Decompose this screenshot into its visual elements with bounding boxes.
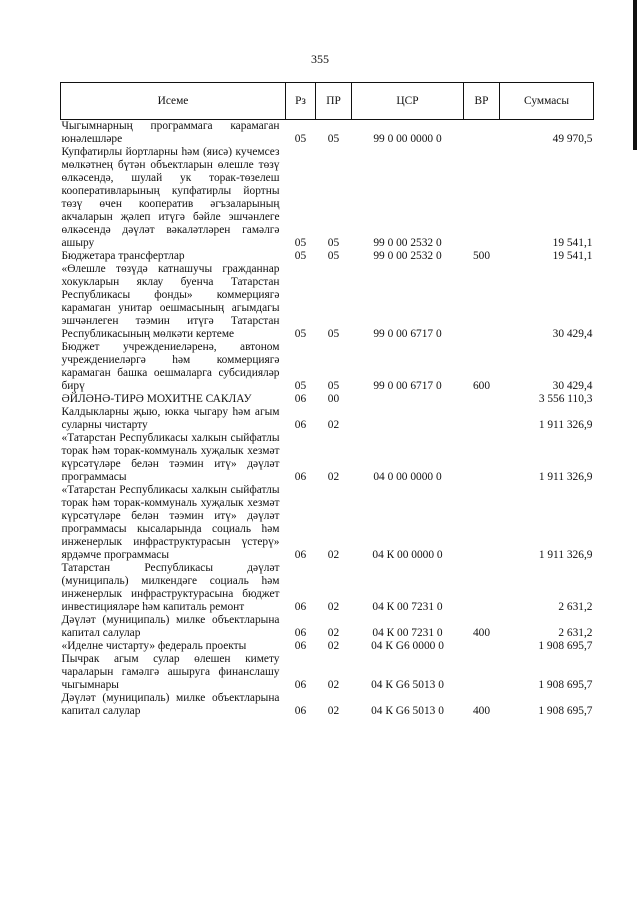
- row-pr: 02: [327, 601, 340, 613]
- row-sum: 2 631,2: [558, 601, 593, 613]
- table-row: [61, 120, 594, 147]
- row-sum: 30 429,4: [552, 380, 593, 392]
- row-vr: [464, 263, 500, 341]
- row-vr: [464, 653, 500, 692]
- row-rz: 05: [294, 133, 307, 145]
- header-sum: Суммасы: [500, 83, 594, 120]
- table-row: [61, 146, 594, 250]
- row-csr: [352, 393, 464, 406]
- row-pr: 02: [327, 419, 340, 431]
- row-pr: 02: [327, 679, 340, 691]
- row-sum: 3 556 110,3: [538, 393, 593, 405]
- row-csr: 99 0 00 0000 0: [373, 133, 442, 145]
- table-row: [61, 263, 594, 341]
- table-row: [61, 562, 594, 614]
- row-vr: [464, 484, 500, 562]
- row-sum: 49 970,5: [552, 133, 593, 145]
- row-pr: 05: [327, 380, 340, 392]
- table-row: [61, 341, 594, 393]
- row-vr: [464, 562, 500, 614]
- row-rz: 05: [294, 237, 307, 249]
- row-csr: [352, 406, 464, 432]
- header-vr: ВР: [464, 83, 500, 120]
- row-name: Дәүләт (муниципаль) милке объектларына капитал салулар: [61, 692, 280, 717]
- row-pr: 05: [327, 133, 340, 145]
- table-row: [61, 484, 594, 562]
- budget-table: [60, 82, 594, 718]
- row-name: Чыгымнарның программага карамаган юнәлешләре: [61, 120, 280, 145]
- row-rz: 06: [294, 679, 307, 691]
- row-name: Татарстан Республикасы дәүләт (муниципаль) милкендәге социаль һәм инженерлык инфраструктурасына бюджет инвестицияләре һәм капиталь ремонт: [61, 562, 280, 613]
- row-rz: 05: [294, 380, 307, 392]
- row-sum: 1 908 695,7: [538, 679, 593, 691]
- row-csr: 04 К 00 7231 0: [372, 601, 443, 613]
- row-vr: [464, 432, 500, 484]
- row-sum: 1 908 695,7: [538, 640, 593, 652]
- row-sum: 1 911 326,9: [538, 419, 593, 431]
- row-rz: 06: [294, 393, 307, 405]
- row-name: Дәүләт (муниципаль) милке объектларына капитал салулар: [61, 614, 280, 639]
- row-sum: 1 911 326,9: [538, 549, 593, 561]
- row-rz: 06: [294, 419, 307, 431]
- row-sum: 1 908 695,7: [538, 705, 593, 717]
- row-rz: 06: [294, 601, 307, 613]
- row-csr: 04 К 00 0000 0: [372, 549, 443, 561]
- row-pr: 05: [327, 237, 340, 249]
- row-csr: 04 К G6 5013 0: [371, 705, 444, 717]
- row-name: Купфатирлы йортларны һәм (яисә) кучемсез мөлкәтнең бүтән объектларын өлешле төзү өлкәсендә, шулай ук торак-төзелеш кооперативларының купфатирлы йортны төзү өчен кооператив әгъзаларының акчаларын җәлеп итүгә бәйле эшчәнлеге өлкәсендә дәүләт вәкаләтләрен гамәлгә ашыру: [61, 146, 280, 249]
- row-vr: [464, 146, 500, 250]
- row-vr: 600: [472, 380, 491, 392]
- table-row: [61, 393, 594, 406]
- row-csr: 99 0 00 6717 0: [373, 328, 442, 340]
- row-name: Пычрак агым сулар өлешен кимету чараларын гамәлгә ашыруга финанслашу чыгымнары: [61, 653, 280, 691]
- table-row: [61, 653, 594, 692]
- row-sum: 1 911 326,9: [538, 471, 593, 483]
- row-pr: 02: [327, 640, 340, 652]
- row-csr: 04 К G6 0000 0: [371, 640, 444, 652]
- header-csr: ЦСР: [352, 83, 464, 120]
- table-header-row: [61, 83, 594, 120]
- row-rz: 06: [294, 705, 307, 717]
- row-sum: 2 631,2: [558, 627, 593, 639]
- row-name: «Өлешле төзүдә катнашучы гражданнар хокукларын яклау буенча Татарстан Республикасы фонды» коммерциягә карамаган унитар оешмасының агымдагы эшчәнлеген тәэмин итүгә Татарстан Республикасының мөлкәти кертеме: [61, 263, 280, 340]
- row-sum: 30 429,4: [552, 328, 593, 340]
- row-csr: 04 0 00 0000 0: [373, 471, 442, 483]
- row-pr: 02: [327, 627, 340, 639]
- page-edge-bar: [633, 0, 637, 150]
- row-csr: 99 0 00 2532 0: [373, 250, 442, 262]
- row-vr: 500: [472, 250, 491, 262]
- row-rz: 06: [294, 627, 307, 639]
- row-rz: 06: [294, 640, 307, 652]
- row-name: ӘЙЛӘНӘ-ТИРӘ МОХИТНЕ САКЛАУ: [61, 393, 252, 405]
- row-csr: 99 0 00 6717 0: [373, 380, 442, 392]
- row-name: Бюджет учреждениеләренә, автоном учреждениеләргә һәм коммерциягә карамаган башка оешмаларга субсидияләр бирү: [61, 341, 280, 392]
- header-name: Исеме: [61, 83, 286, 120]
- header-pr: ПР: [316, 83, 352, 120]
- row-rz: 06: [294, 471, 307, 483]
- table-row: [61, 250, 594, 263]
- row-pr: 02: [327, 705, 340, 717]
- page-number: 355: [311, 52, 329, 66]
- table-row: [61, 692, 594, 718]
- row-name: Калдыкларны җыю, юкка чыгару һәм агым суларны чистарту: [61, 406, 280, 431]
- row-vr: [464, 393, 500, 406]
- row-rz: 05: [294, 328, 307, 340]
- header-rz: Рз: [286, 83, 316, 120]
- row-name: «Татарстан Республикасы халкын сыйфатлы торак һәм торак-коммуналь хуҗалык хезмәт күрсәтүләре белән тәэмин итү» дәүләт программасы кысаларында социаль һәм инженерлык инфраструктурасын үстерү» ярдәмче программасы: [61, 484, 280, 561]
- row-vr: [464, 120, 500, 147]
- table-row: [61, 614, 594, 640]
- row-name: «Татарстан Республикасы халкын сыйфатлы торак һәм торак-коммуналь хуҗалык хезмәт күрсәтүләре белән тәэмин итү» дәүләт программасы: [61, 432, 280, 483]
- row-vr: [464, 640, 500, 653]
- table-row: [61, 406, 594, 432]
- row-rz: 06: [294, 549, 307, 561]
- row-vr: 400: [472, 705, 491, 717]
- row-sum: 19 541,1: [552, 237, 593, 249]
- table-row: [61, 640, 594, 653]
- row-csr: 99 0 00 2532 0: [373, 237, 442, 249]
- row-name: Бюджетара трансфертлар: [61, 250, 185, 262]
- row-name: «Иделне чистарту» федераль проекты: [61, 640, 247, 652]
- row-pr: 05: [327, 250, 340, 262]
- row-csr: 04 К G6 5013 0: [371, 679, 444, 691]
- table-row: [61, 432, 594, 484]
- row-pr: 05: [327, 328, 340, 340]
- row-vr: [464, 406, 500, 432]
- row-rz: 05: [294, 250, 307, 262]
- row-csr: 04 К 00 7231 0: [372, 627, 443, 639]
- row-pr: 02: [327, 471, 340, 483]
- row-pr: 00: [327, 393, 340, 405]
- row-pr: 02: [327, 549, 340, 561]
- row-vr: 400: [472, 627, 491, 639]
- row-sum: 19 541,1: [552, 250, 593, 262]
